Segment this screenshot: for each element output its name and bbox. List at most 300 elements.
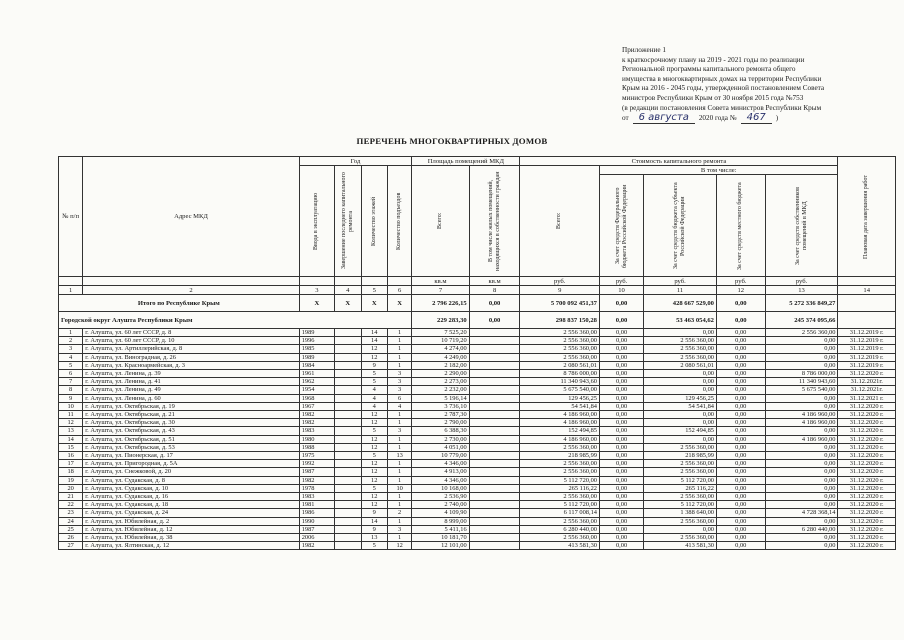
total-row <box>59 295 896 312</box>
row-entrances: 1 <box>387 411 411 419</box>
row-private <box>469 411 520 419</box>
col-address: Адрес МКД <box>83 157 299 277</box>
row-number: 2 <box>59 337 83 345</box>
row-number: 10 <box>59 402 83 410</box>
row-cost: 6 117 008,14 <box>520 509 599 517</box>
row-local: 0,00 <box>716 435 765 443</box>
row-local: 0,00 <box>716 345 765 353</box>
row-year-repair <box>335 476 361 484</box>
row-area: 4 051,00 <box>412 443 469 451</box>
row-local: 0,00 <box>716 419 765 427</box>
row-cost: 11 340 943,60 <box>520 378 599 386</box>
date-mid: 2020 года № <box>698 114 737 123</box>
table-row <box>59 411 896 419</box>
row-year-built: 1982 <box>299 411 334 419</box>
row-deadline: 31.12.2019 г. <box>838 361 896 369</box>
row-owners: 4 186 960,00 <box>765 435 838 443</box>
unit-cell: кв.м <box>469 277 520 286</box>
row-entrances: 1 <box>387 435 411 443</box>
row-entrances: 10 <box>387 484 411 492</box>
row-cost: 2 556 360,00 <box>520 517 599 525</box>
row-subj: 54 541,84 <box>644 402 717 410</box>
row-area: 8 999,00 <box>412 517 469 525</box>
row-subj: 2 556 360,00 <box>644 345 717 353</box>
row-year-built: 1983 <box>299 427 334 435</box>
region-area: 229 283,30 <box>412 312 469 329</box>
row-floors: 14 <box>361 329 387 337</box>
row-owners: 0,00 <box>765 345 838 353</box>
row-subj: 218 985,99 <box>644 452 717 460</box>
row-subj: 413 581,30 <box>644 542 717 550</box>
row-year-repair <box>335 370 361 378</box>
row-cost: 5 675 540,00 <box>520 386 599 394</box>
table-row <box>59 394 896 402</box>
row-address: г. Алушта, ул. Октябрьская, д. 19 <box>83 402 299 410</box>
row-area: 3 736,10 <box>412 402 469 410</box>
col-area-private <box>469 166 520 277</box>
row-floors: 13 <box>361 534 387 542</box>
row-fed: 0,00 <box>599 493 643 501</box>
row-area: 2 273,00 <box>412 378 469 386</box>
row-number: 25 <box>59 525 83 533</box>
col-deadline <box>838 157 896 277</box>
row-area: 7 525,20 <box>412 329 469 337</box>
row-floors: 12 <box>361 411 387 419</box>
row-year-repair <box>335 452 361 460</box>
row-floors: 12 <box>361 443 387 451</box>
row-number: 18 <box>59 468 83 476</box>
row-number: 26 <box>59 534 83 542</box>
row-entrances: 3 <box>387 370 411 378</box>
row-entrances: 1 <box>387 345 411 353</box>
row-subj: 0,00 <box>644 419 717 427</box>
annex-line: (в редакции постановления Совета министров Республики Крым <box>622 103 822 112</box>
total-private: 0,00 <box>469 295 520 312</box>
row-number: 24 <box>59 517 83 525</box>
unit-cell: руб. <box>599 277 643 286</box>
row-year-repair <box>335 378 361 386</box>
row-owners: 0,00 <box>765 460 838 468</box>
table-row <box>59 443 896 451</box>
row-owners: 8 786 000,00 <box>765 370 838 378</box>
area-group-label: Площадь помещений МКД <box>427 157 504 165</box>
row-floors: 14 <box>361 517 387 525</box>
row-cost: 265 116,22 <box>520 484 599 492</box>
row-address: г. Алушта, ул. Судакская, д. 16 <box>83 493 299 501</box>
row-year-repair <box>335 427 361 435</box>
row-deadline: 31.12.2020 г. <box>838 501 896 509</box>
row-entrances: 1 <box>387 493 411 501</box>
total-x: Х <box>361 295 387 312</box>
row-local: 0,00 <box>716 386 765 394</box>
row-year-repair <box>335 517 361 525</box>
row-cost: 2 556 360,00 <box>520 443 599 451</box>
row-area: 2 730,00 <box>412 435 469 443</box>
row-local: 0,00 <box>716 525 765 533</box>
col-area-group <box>412 157 520 166</box>
region-fed: 0,00 <box>599 312 643 329</box>
total-owners: 5 272 336 849,27 <box>765 295 838 312</box>
col-floors <box>361 166 387 277</box>
row-fed: 0,00 <box>599 534 643 542</box>
row-year-repair <box>335 419 361 427</box>
row-deadline: 31.12.2020 г. <box>838 484 896 492</box>
table-row <box>59 353 896 361</box>
row-subj: 0,00 <box>644 370 717 378</box>
row-entrances: 1 <box>387 443 411 451</box>
region-owners: 245 374 095,66 <box>765 312 838 329</box>
table-row <box>59 493 896 501</box>
col-area-total <box>412 166 469 277</box>
row-subj: 2 556 360,00 <box>644 493 717 501</box>
row-year-built: 1982 <box>299 542 334 550</box>
col-subj <box>644 175 717 277</box>
row-fed: 0,00 <box>599 460 643 468</box>
row-area: 5 411,16 <box>412 525 469 533</box>
row-subj: 1 388 640,00 <box>644 509 717 517</box>
row-year-built: 1987 <box>299 525 334 533</box>
row-floors: 9 <box>361 525 387 533</box>
row-entrances: 1 <box>387 337 411 345</box>
row-address: г. Алушта, ул. Октябрьская, д. 53 <box>83 443 299 451</box>
subj-label: За счет средств бюджета субъекта Российской Федерации <box>673 182 687 269</box>
row-area: 12 101,00 <box>412 542 469 550</box>
row-cost: 2 556 360,00 <box>520 345 599 353</box>
unit-cell: руб. <box>520 277 599 286</box>
row-deadline: 31.12.2020 г. <box>838 509 896 517</box>
row-fed: 0,00 <box>599 501 643 509</box>
row-local: 0,00 <box>716 337 765 345</box>
row-address: г. Алушта, ул. 60 лет СССР, д. 8 <box>83 329 299 337</box>
table-row <box>59 525 896 533</box>
row-entrances: 1 <box>387 501 411 509</box>
row-year-repair <box>335 501 361 509</box>
row-year-repair <box>335 402 361 410</box>
row-year-built: 1985 <box>299 345 334 353</box>
row-number: 1 <box>59 329 83 337</box>
row-entrances: 1 <box>387 534 411 542</box>
row-number: 16 <box>59 452 83 460</box>
row-private <box>469 337 520 345</box>
row-fed: 0,00 <box>599 370 643 378</box>
annex-line: Приложение 1 <box>622 46 666 54</box>
handwritten-number: 467 <box>741 113 772 124</box>
col-cost-total <box>520 166 599 277</box>
row-year-repair <box>335 509 361 517</box>
row-cost: 129 456,25 <box>520 394 599 402</box>
row-address: г. Алушта, ул. Октябрьская, д. 21 <box>83 411 299 419</box>
row-cost: 2 556 360,00 <box>520 460 599 468</box>
row-year-repair <box>335 345 361 353</box>
row-floors: 12 <box>361 493 387 501</box>
row-year-built: 1980 <box>299 435 334 443</box>
row-owners: 0,00 <box>765 353 838 361</box>
row-fed: 0,00 <box>599 361 643 369</box>
row-floors: 12 <box>361 345 387 353</box>
unit-cell: руб. <box>765 277 838 286</box>
row-number: 23 <box>59 509 83 517</box>
row-address: г. Алушта, ул. Ленина, д. 49 <box>83 386 299 394</box>
row-floors: 5 <box>361 452 387 460</box>
row-floors: 14 <box>361 337 387 345</box>
row-year-repair <box>335 337 361 345</box>
annex-line: Крым на 2016 - 2045 годы, утвержденной постановлением Совета <box>622 84 825 93</box>
row-private <box>469 427 520 435</box>
deadline-label: Плановая дата завершения работ <box>863 174 870 259</box>
table-row <box>59 329 896 337</box>
row-entrances: 3 <box>387 525 411 533</box>
row-deadline: 31.12.2020 г. <box>838 427 896 435</box>
annex-line: имущества в многоквартирных домах на территории Республики <box>622 74 822 83</box>
table-row <box>59 534 896 542</box>
row-year-repair <box>335 353 361 361</box>
row-private <box>469 353 520 361</box>
row-local: 0,00 <box>716 484 765 492</box>
row-year-built: 1975 <box>299 452 334 460</box>
row-cost: 2 556 360,00 <box>520 329 599 337</box>
year-built-label: Ввода в эксплуатацию <box>313 192 320 250</box>
col-incl: В том числе: <box>599 166 837 175</box>
row-cost: 4 186 960,00 <box>520 435 599 443</box>
row-floors: 12 <box>361 435 387 443</box>
row-subj: 265 116,22 <box>644 484 717 492</box>
row-deadline: 31.12.2020 г. <box>838 419 896 427</box>
row-owners: 0,00 <box>765 337 838 345</box>
row-number: 7 <box>59 378 83 386</box>
column-number: 6 <box>387 286 411 295</box>
row-area: 4 274,00 <box>412 345 469 353</box>
row-subj: 0,00 <box>644 378 717 386</box>
row-floors: 12 <box>361 353 387 361</box>
table-row <box>59 427 896 435</box>
cost-total-label: Всего: <box>556 212 563 230</box>
fed-label: За счет средств Федерального бюджета Российской Федерации <box>614 183 628 268</box>
row-area: 10 168,00 <box>412 484 469 492</box>
row-floors: 9 <box>361 509 387 517</box>
row-address: г. Алушта, ул. Снежковой, д. 20 <box>83 468 299 476</box>
row-entrances: 1 <box>387 476 411 484</box>
region-private: 0,00 <box>469 312 520 329</box>
row-deadline: 31.12.2020 г. <box>838 493 896 501</box>
region-cost: 298 837 150,28 <box>520 312 599 329</box>
entrances-label: Количество подъездов <box>396 192 403 250</box>
row-entrances: 1 <box>387 361 411 369</box>
row-number: 19 <box>59 476 83 484</box>
row-cost: 4 186 960,00 <box>520 419 599 427</box>
row-private <box>469 386 520 394</box>
total-cost: 5 700 092 451,37 <box>520 295 599 312</box>
area-private-label: В том числе жилых помещений, находящихся в собственности граждан <box>487 171 501 271</box>
annex-date-line <box>622 113 892 124</box>
row-address: г. Алушта, ул. Юбилейная, д. 12 <box>83 525 299 533</box>
row-cost: 6 280 440,00 <box>520 525 599 533</box>
row-private <box>469 452 520 460</box>
row-area: 4 346,00 <box>412 476 469 484</box>
row-cost: 2 080 561,01 <box>520 361 599 369</box>
table-row <box>59 468 896 476</box>
row-entrances: 6 <box>387 394 411 402</box>
row-deadline: 31.12.2020 г. <box>838 476 896 484</box>
col-year-repair <box>335 166 361 277</box>
col-year-group: Год <box>299 157 412 166</box>
row-year-repair <box>335 460 361 468</box>
row-local: 0,00 <box>716 476 765 484</box>
row-address: г. Алушта, ул. Судакская, д. 10 <box>83 484 299 492</box>
row-deadline: 31.12.2021г. <box>838 386 896 394</box>
row-deadline: 31.12.2020 г. <box>838 443 896 451</box>
row-entrances: 12 <box>387 542 411 550</box>
row-subj: 5 112 720,00 <box>644 476 717 484</box>
annex-line: министров Республики Крым от 30 ноября 2015 года №753 <box>622 93 804 102</box>
row-cost: 2 556 360,00 <box>520 353 599 361</box>
row-deadline: 31.12.2020 г. <box>838 534 896 542</box>
row-floors: 5 <box>361 427 387 435</box>
row-year-built: 1986 <box>299 509 334 517</box>
row-entrances: 1 <box>387 419 411 427</box>
row-area: 2 536,90 <box>412 493 469 501</box>
row-address: г. Алушта, ул. Судакская, д. 18 <box>83 501 299 509</box>
row-cost: 413 581,30 <box>520 542 599 550</box>
row-address: г. Алушта, ул. Красноармейская, д. 3 <box>83 361 299 369</box>
region-subj: 53 463 054,62 <box>644 312 717 329</box>
row-year-repair <box>335 493 361 501</box>
col-np: № п/п <box>59 157 83 277</box>
row-floors: 5 <box>361 370 387 378</box>
row-year-repair <box>335 525 361 533</box>
row-year-built: 1982 <box>299 419 334 427</box>
row-year-repair <box>335 534 361 542</box>
row-owners: 6 280 440,00 <box>765 525 838 533</box>
row-year-built: 1968 <box>299 394 334 402</box>
row-cost: 8 786 000,00 <box>520 370 599 378</box>
row-private <box>469 370 520 378</box>
table-row <box>59 370 896 378</box>
row-private <box>469 443 520 451</box>
row-local: 0,00 <box>716 402 765 410</box>
row-year-built: 1961 <box>299 370 334 378</box>
row-subj: 2 556 360,00 <box>644 517 717 525</box>
row-cost: 218 985,99 <box>520 452 599 460</box>
unit-cell: руб. <box>716 277 765 286</box>
row-year-repair <box>335 386 361 394</box>
row-number: 6 <box>59 370 83 378</box>
table-row <box>59 542 896 550</box>
row-owners: 0,00 <box>765 427 838 435</box>
row-address: г. Алушта, ул. Виноградная, д. 26 <box>83 353 299 361</box>
row-fed: 0,00 <box>599 378 643 386</box>
row-owners: 0,00 <box>765 452 838 460</box>
row-subj: 2 556 360,00 <box>644 534 717 542</box>
row-floors: 4 <box>361 402 387 410</box>
col-owners <box>765 175 838 277</box>
document-title: ПЕРЕЧЕНЬ МНОГОКВАРТИРНЫХ ДОМОВ <box>356 136 548 146</box>
row-number: 3 <box>59 345 83 353</box>
row-number: 5 <box>59 361 83 369</box>
row-number: 11 <box>59 411 83 419</box>
row-area: 4 109,90 <box>412 509 469 517</box>
row-subj: 2 556 360,00 <box>644 468 717 476</box>
row-fed: 0,00 <box>599 345 643 353</box>
row-entrances: 1 <box>387 517 411 525</box>
row-address: г. Алушта, ул. Пригородная, д. 5А <box>83 460 299 468</box>
row-private <box>469 419 520 427</box>
row-entrances: 1 <box>387 468 411 476</box>
table-row <box>59 402 896 410</box>
column-number: 4 <box>335 286 361 295</box>
row-area: 6 388,30 <box>412 427 469 435</box>
area-total-label: Всего: <box>436 212 443 230</box>
row-private <box>469 534 520 542</box>
total-label: Итого по Республике Крым <box>59 295 300 312</box>
row-floors: 5 <box>361 378 387 386</box>
row-area: 2 787,30 <box>412 411 469 419</box>
row-owners: 0,00 <box>765 501 838 509</box>
row-private <box>469 468 520 476</box>
date-suffix: ) <box>775 114 779 123</box>
row-owners: 0,00 <box>765 468 838 476</box>
row-area: 2 790,00 <box>412 419 469 427</box>
row-year-repair <box>335 411 361 419</box>
row-area: 2 182,00 <box>412 361 469 369</box>
row-deadline: 31.12.2020 г. <box>838 542 896 550</box>
annex-block <box>622 46 892 124</box>
row-subj: 0,00 <box>644 525 717 533</box>
table-row <box>59 501 896 509</box>
col-entrances <box>387 166 411 277</box>
row-area: 5 196,14 <box>412 394 469 402</box>
row-fed: 0,00 <box>599 435 643 443</box>
row-fed: 0,00 <box>599 476 643 484</box>
row-owners: 0,00 <box>765 402 838 410</box>
table-row <box>59 345 896 353</box>
row-cost: 5 112 720,00 <box>520 476 599 484</box>
row-number: 13 <box>59 427 83 435</box>
row-fed: 0,00 <box>599 386 643 394</box>
row-number: 4 <box>59 353 83 361</box>
row-area: 4 913,00 <box>412 468 469 476</box>
row-address: г. Алушта, ул. Юбилейная, д. 2 <box>83 517 299 525</box>
row-number: 9 <box>59 394 83 402</box>
row-subj: 2 080 561,01 <box>644 361 717 369</box>
row-area: 10 181,70 <box>412 534 469 542</box>
row-cost: 4 186 960,00 <box>520 411 599 419</box>
total-area: 2 796 226,15 <box>412 295 469 312</box>
row-owners: 5 675 540,00 <box>765 386 838 394</box>
row-year-repair <box>335 443 361 451</box>
row-address: г. Алушта, ул. 60 лет СССР, д. 10 <box>83 337 299 345</box>
row-subj: 152 494,85 <box>644 427 717 435</box>
column-number: 11 <box>644 286 717 295</box>
row-floors: 12 <box>361 419 387 427</box>
row-private <box>469 378 520 386</box>
row-address: г. Алушта, ул. Артиллерийская, д. 8 <box>83 345 299 353</box>
row-private <box>469 517 520 525</box>
total-x: Х <box>387 295 411 312</box>
row-floors: 9 <box>361 361 387 369</box>
row-address: г. Алушта, ул. Ленина, д. 41 <box>83 378 299 386</box>
row-area: 4 346,00 <box>412 460 469 468</box>
row-owners: 0,00 <box>765 443 838 451</box>
row-deadline: 31.12.2021г. <box>838 378 896 386</box>
row-local: 0,00 <box>716 460 765 468</box>
total-x: Х <box>299 295 334 312</box>
row-local: 0,00 <box>716 452 765 460</box>
row-subj: 2 556 360,00 <box>644 353 717 361</box>
row-private <box>469 501 520 509</box>
row-subj: 0,00 <box>644 411 717 419</box>
row-fed: 0,00 <box>599 329 643 337</box>
row-private <box>469 525 520 533</box>
